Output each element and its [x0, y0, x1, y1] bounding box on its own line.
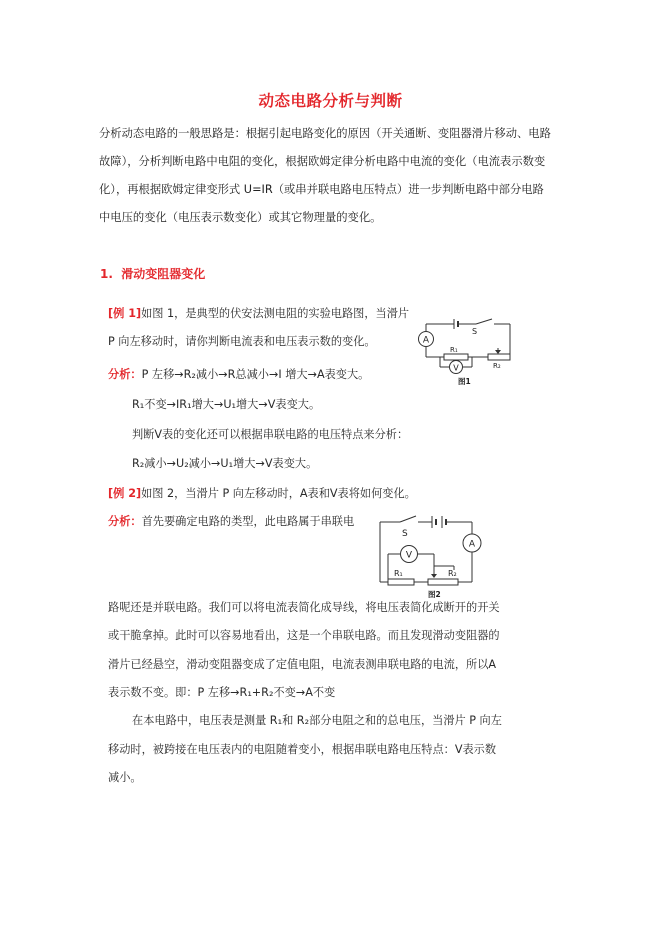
rheostat-r2-fig1 — [488, 354, 510, 360]
intro-line-4: 中电压的变化（电压表示数变化）或其它物理量的变化。 — [99, 211, 382, 224]
figure-1-caption: 图1 — [458, 377, 471, 386]
example2-paragraph1-line-3: 滑片已经悬空，滑动变阻器变成了定值电阻，电流表测串联电路的电流，所以A — [108, 658, 497, 671]
example1-analysis-line-2: R₁不变→IR₁增大→U₁增大→V表变大。 — [132, 398, 321, 411]
figure-2-circuit — [374, 510, 492, 602]
example1-analysis-line-1 — [108, 367, 369, 382]
resistor-r1-fig2 — [388, 579, 414, 585]
example1-q1: 如图 1，是典型的伏安法测电阻的实验电路图，当滑片 — [141, 307, 410, 320]
example2-q1: 如图 2，当滑片 P 向左移动时，A表和V表将如何变化。 — [141, 487, 416, 500]
ammeter-label-fig2: A — [468, 539, 476, 550]
example1-tag: [例 1] — [108, 307, 142, 320]
r2-label-fig2: R₂ — [448, 569, 457, 578]
voltmeter-label-fig2: V — [405, 550, 413, 561]
intro-line-3: 化），再根据欧姆定律变形式 U=IR（或串并联电路电压特点）进一步判断电路中部分电路 — [99, 183, 544, 196]
example2-question-line — [108, 486, 416, 501]
example2-analysis-tag: 分析： — [108, 515, 142, 528]
figure-2-caption: 图2 — [428, 590, 441, 599]
section-title: 滑动变阻器变化 — [121, 267, 206, 281]
r1-label: R₁ — [450, 346, 458, 354]
example1-analysis-tag: 分析： — [108, 368, 142, 381]
example2-paragraph2-line-1: 在本电路中，电压表是测量 R₁和 R₂部分电阻之和的总电压，当滑片 P 向左 — [132, 714, 502, 727]
example1-analysis-line-4: R₂减小→U₂减小→U₁增大→V表变大。 — [132, 457, 318, 470]
switch-label: S — [472, 327, 478, 336]
example2-analysis-line — [108, 514, 354, 529]
example2-paragraph1-line-4: 表示数不变。即：P 左移→R₁+R₂不变→A不变 — [108, 686, 336, 699]
example1-question-line-2: P 向左移动时，请你判断电流表和电压表示数的变化。 — [108, 335, 376, 348]
example2-paragraph2-line-2: 移动时，被跨接在电压表内的电阻随着变小，根据串联电路电压特点：V表示数 — [108, 743, 497, 756]
intro-line-2: 故障），分析判断电路中电阻的变化，根据欧姆定律分析电路中电流的变化（电流表示数变 — [99, 155, 546, 168]
rheostat-r2-fig2 — [428, 579, 458, 585]
example2-paragraph2-line-3: 减小。 — [108, 771, 142, 784]
example1-a1: P 左移→R₂减小→R总减小→I 增大→A表变大。 — [141, 368, 370, 381]
example1-question-line-1 — [108, 306, 409, 321]
ammeter-label: A — [422, 335, 430, 346]
figure-1-circuit — [410, 310, 522, 390]
page-title: 动态电路分析与判断 — [258, 92, 403, 110]
example2-paragraph1-line-1: 路呢还是并联电路。我们可以将电流表简化成导线，将电压表简化成断开的开关 — [108, 601, 500, 614]
voltmeter-label: V — [453, 363, 459, 373]
r1-label-fig2: R₁ — [394, 569, 403, 578]
intro-line-1: 分析动态电路的一般思路是：根据引起电路变化的原因（开关通断、变阻器滑片移动、电路 — [99, 127, 551, 140]
switch-label-fig2: S — [402, 529, 408, 539]
example2-tag: [例 2] — [108, 487, 142, 500]
example2-a1: 首先要确定电路的类型，此电路属于串联电 — [141, 515, 355, 528]
r2-label: R₂ — [493, 362, 501, 370]
section-number: 1. — [100, 267, 113, 281]
section-heading — [100, 265, 205, 282]
example2-paragraph1-line-2: 或干脆拿掉。此时可以容易地看出，这是一个串联电路。而且发现滑动变阻器的 — [108, 629, 500, 642]
example1-analysis-line-3: 判断V表的变化还可以根据串联电路的电压特点来分析： — [132, 428, 409, 441]
resistor-r1-fig1 — [444, 354, 468, 360]
